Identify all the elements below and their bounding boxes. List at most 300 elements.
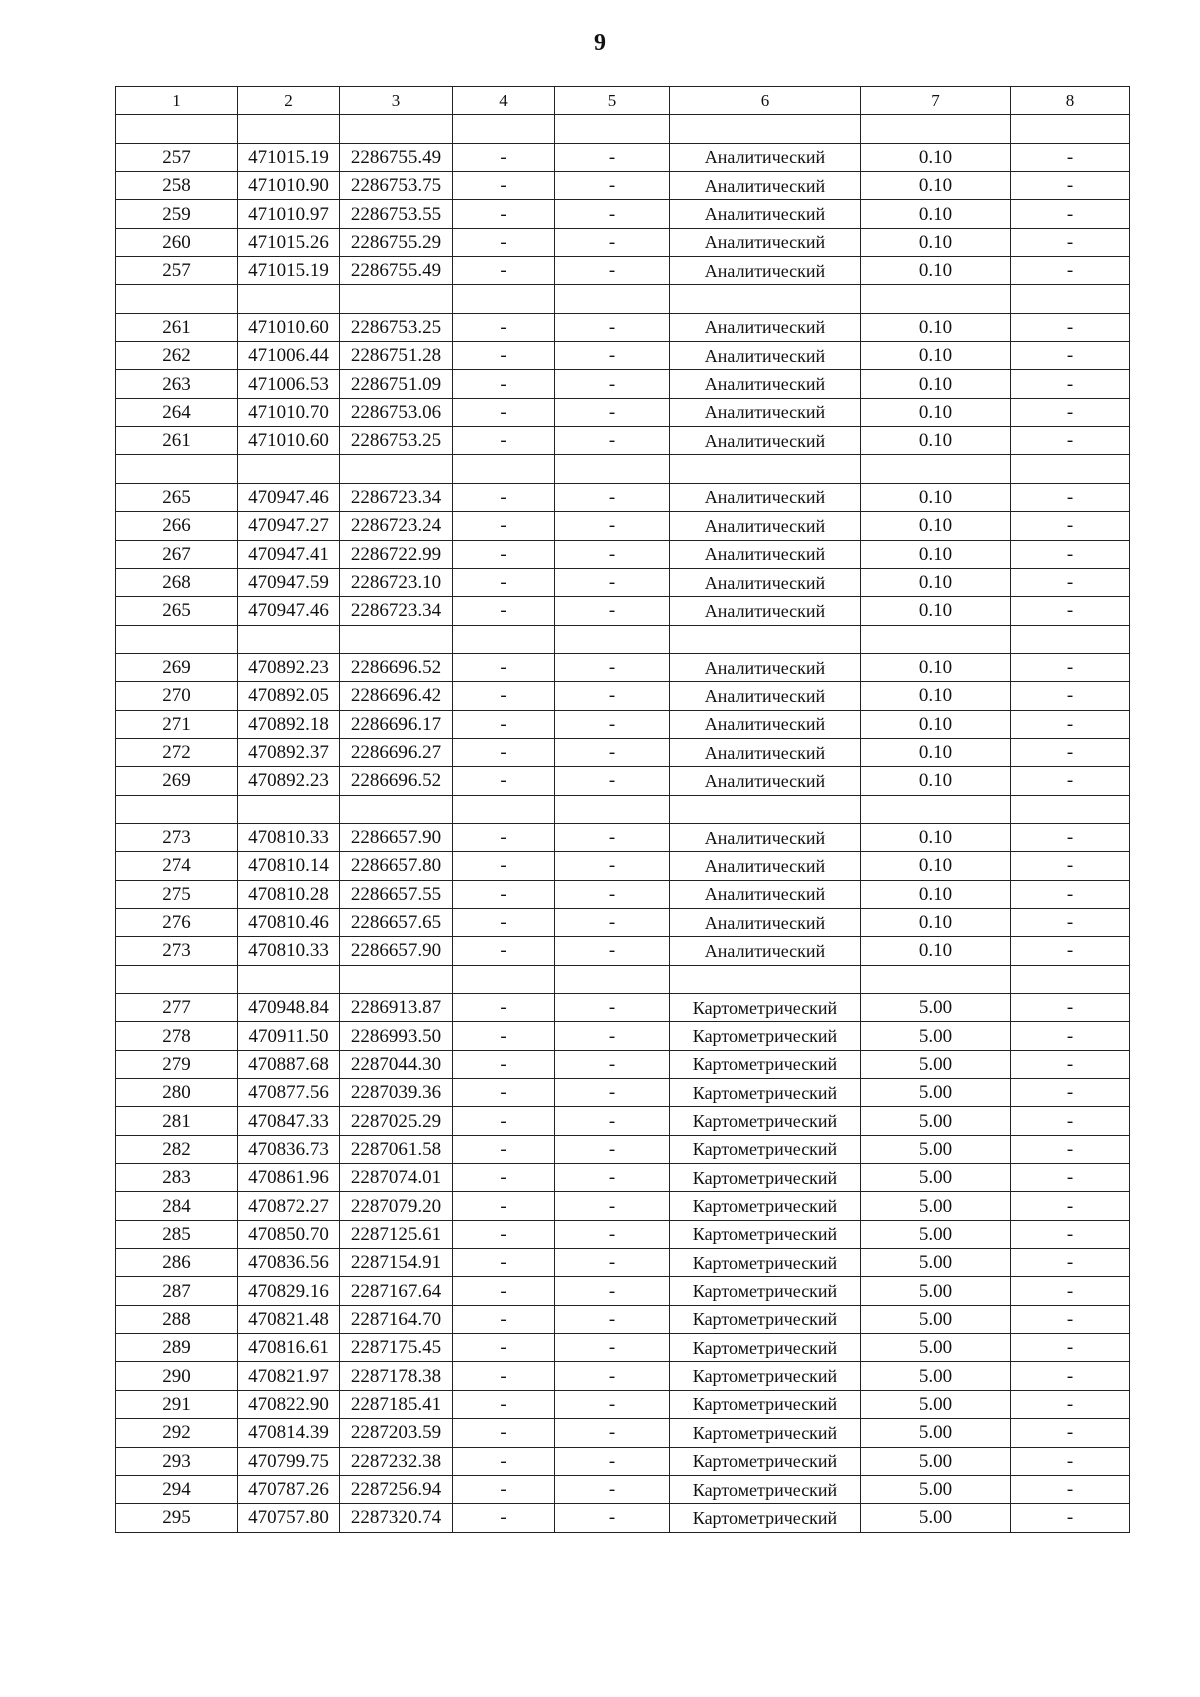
table-cell: Картометрический (670, 994, 861, 1022)
table-cell: 260 (116, 228, 238, 256)
table-cell: 2286696.27 (340, 738, 453, 766)
table-row (116, 1135, 1130, 1163)
table-cell: 2287167.64 (340, 1277, 453, 1305)
table-cell: - (555, 1475, 670, 1503)
table-cell (555, 115, 670, 143)
table-cell: 470799.75 (238, 1447, 340, 1475)
table-cell (861, 795, 1011, 823)
table-cell: Картометрический (670, 1475, 861, 1503)
table-row (116, 512, 1130, 540)
table-cell: - (555, 398, 670, 426)
table-cell: Картометрический (670, 1390, 861, 1418)
table-cell: 2286723.24 (340, 512, 453, 540)
table-cell: Аналитический (670, 767, 861, 795)
table-cell: - (1011, 143, 1130, 171)
table-cell: 0.10 (861, 257, 1011, 285)
table-row (116, 880, 1130, 908)
table-cell: Картометрический (670, 1220, 861, 1248)
table-cell: - (1011, 1362, 1130, 1390)
table-cell: 261 (116, 313, 238, 341)
table-cell: 2286751.28 (340, 342, 453, 370)
table-cell: - (555, 908, 670, 936)
table-cell: - (453, 1419, 555, 1447)
table-cell: 5.00 (861, 1390, 1011, 1418)
table-cell: 2286755.49 (340, 143, 453, 171)
table-cell: - (1011, 342, 1130, 370)
column-header: 5 (555, 87, 670, 115)
table-cell: 2286723.34 (340, 597, 453, 625)
table-row (116, 937, 1130, 965)
table-cell: 470947.59 (238, 568, 340, 596)
table-cell: - (453, 200, 555, 228)
table-cell (116, 795, 238, 823)
table-cell: Аналитический (670, 908, 861, 936)
table-row (116, 1305, 1130, 1333)
table-cell: 470892.18 (238, 710, 340, 738)
table-cell: 2287185.41 (340, 1390, 453, 1418)
table-cell: - (555, 143, 670, 171)
table-cell: - (555, 1107, 670, 1135)
table-cell: 2286657.80 (340, 852, 453, 880)
table-cell: 286 (116, 1249, 238, 1277)
table-cell: - (555, 1334, 670, 1362)
table-cell: - (1011, 313, 1130, 341)
table-cell: - (555, 1447, 670, 1475)
table-cell: 470814.39 (238, 1419, 340, 1447)
table-cell: Картометрический (670, 1305, 861, 1333)
table-cell: - (555, 738, 670, 766)
table-cell: 270 (116, 682, 238, 710)
table-cell: - (453, 1022, 555, 1050)
table-cell (1011, 625, 1130, 653)
table-cell: Аналитический (670, 427, 861, 455)
table-cell: - (555, 823, 670, 851)
table-row (116, 398, 1130, 426)
table-row (116, 738, 1130, 766)
table-cell: 5.00 (861, 1475, 1011, 1503)
table-cell (555, 965, 670, 993)
table-cell: 2286993.50 (340, 1022, 453, 1050)
table-cell: 275 (116, 880, 238, 908)
table-cell: - (453, 568, 555, 596)
table-cell: - (453, 994, 555, 1022)
table-cell: - (453, 370, 555, 398)
table-cell: - (1011, 512, 1130, 540)
table-cell (555, 795, 670, 823)
table-cell: - (453, 257, 555, 285)
table-cell: Картометрический (670, 1447, 861, 1475)
table-cell: 2286723.34 (340, 483, 453, 511)
table-row (116, 483, 1130, 511)
table-cell: - (453, 710, 555, 738)
table-cell: - (555, 1135, 670, 1163)
table-cell: 2287154.91 (340, 1249, 453, 1277)
table-cell: 0.10 (861, 427, 1011, 455)
table-cell: Картометрический (670, 1107, 861, 1135)
table-cell: 289 (116, 1334, 238, 1362)
table-cell: Аналитический (670, 653, 861, 681)
table-cell: Аналитический (670, 852, 861, 880)
table-cell: - (453, 852, 555, 880)
table-cell (340, 455, 453, 483)
table-cell: 280 (116, 1079, 238, 1107)
table-cell: 5.00 (861, 1447, 1011, 1475)
table-cell: - (555, 852, 670, 880)
table-cell: 283 (116, 1164, 238, 1192)
table-cell: - (1011, 1220, 1130, 1248)
table-cell: 470810.46 (238, 908, 340, 936)
table-cell (1011, 455, 1130, 483)
table-cell: 5.00 (861, 1305, 1011, 1333)
table-row (116, 1504, 1130, 1532)
table-cell: - (1011, 682, 1130, 710)
table-cell: - (453, 653, 555, 681)
table-cell: 0.10 (861, 342, 1011, 370)
table-cell: - (1011, 228, 1130, 256)
table-cell: - (1011, 767, 1130, 795)
table-cell: 0.10 (861, 710, 1011, 738)
table-cell (670, 285, 861, 313)
table-cell: - (1011, 1107, 1130, 1135)
table-cell: 2286753.75 (340, 172, 453, 200)
table-cell: - (1011, 1305, 1130, 1333)
table-cell: 277 (116, 994, 238, 1022)
table-cell: - (555, 1419, 670, 1447)
table-cell: - (453, 1390, 555, 1418)
table-cell (861, 115, 1011, 143)
table-cell: - (453, 597, 555, 625)
table-cell: - (555, 1050, 670, 1078)
table-row (116, 1419, 1130, 1447)
table-body (116, 115, 1130, 1532)
table-cell: - (555, 1249, 670, 1277)
table-cell: 257 (116, 143, 238, 171)
table-row (116, 1079, 1130, 1107)
table-row (116, 540, 1130, 568)
table-row (116, 653, 1130, 681)
table-cell (238, 795, 340, 823)
table-cell: 470787.26 (238, 1475, 340, 1503)
table-row (116, 172, 1130, 200)
table-cell (238, 625, 340, 653)
table-cell: 2287203.59 (340, 1419, 453, 1447)
table-cell (555, 285, 670, 313)
table-cell: 0.10 (861, 597, 1011, 625)
table-cell: 258 (116, 172, 238, 200)
table-cell: - (555, 370, 670, 398)
table-cell: 470821.48 (238, 1305, 340, 1333)
table-cell: 263 (116, 370, 238, 398)
table-cell (238, 965, 340, 993)
table-cell (238, 115, 340, 143)
table-cell: - (1011, 1249, 1130, 1277)
table-cell: 470810.33 (238, 937, 340, 965)
table-cell: 0.10 (861, 143, 1011, 171)
table-cell: Аналитический (670, 313, 861, 341)
table-cell: - (555, 200, 670, 228)
table-cell: 2287039.36 (340, 1079, 453, 1107)
table-cell (116, 285, 238, 313)
table-row (116, 1107, 1130, 1135)
table-row (116, 597, 1130, 625)
table-cell: 470911.50 (238, 1022, 340, 1050)
table-cell: - (1011, 540, 1130, 568)
page-number: 9 (594, 30, 606, 56)
table-row (116, 795, 1130, 823)
table-cell: - (555, 1220, 670, 1248)
table-cell: Картометрический (670, 1079, 861, 1107)
table-cell: - (453, 1050, 555, 1078)
table-cell: - (1011, 200, 1130, 228)
table-cell: 471010.60 (238, 313, 340, 341)
table-cell: - (1011, 172, 1130, 200)
table-cell: - (1011, 257, 1130, 285)
table-row (116, 1192, 1130, 1220)
table-cell: - (453, 937, 555, 965)
table-cell: 2287061.58 (340, 1135, 453, 1163)
table-row (116, 1050, 1130, 1078)
table-cell: 5.00 (861, 1164, 1011, 1192)
table-cell: 284 (116, 1192, 238, 1220)
table-cell (670, 455, 861, 483)
table-cell: 2287164.70 (340, 1305, 453, 1333)
table-cell (116, 115, 238, 143)
table-cell: - (453, 512, 555, 540)
table-cell: - (453, 1277, 555, 1305)
table-cell (1011, 285, 1130, 313)
table-cell (555, 455, 670, 483)
table-row (116, 682, 1130, 710)
table-row (116, 455, 1130, 483)
table-cell: 2286696.52 (340, 767, 453, 795)
header-row (116, 87, 1130, 115)
table-cell: 2286755.49 (340, 257, 453, 285)
table-cell: 0.10 (861, 568, 1011, 596)
table-cell: - (453, 1475, 555, 1503)
table-cell: 268 (116, 568, 238, 596)
table-cell: Картометрический (670, 1504, 861, 1532)
table-cell (861, 965, 1011, 993)
table-cell: - (453, 427, 555, 455)
table-cell: - (453, 143, 555, 171)
table-cell: - (555, 767, 670, 795)
column-header: 2 (238, 87, 340, 115)
table-cell: 470816.61 (238, 1334, 340, 1362)
table-cell: 2287256.94 (340, 1475, 453, 1503)
table-cell: 2286723.10 (340, 568, 453, 596)
table-row (116, 1277, 1130, 1305)
table-cell: - (453, 1220, 555, 1248)
table-cell: - (1011, 1334, 1130, 1362)
table-cell: 471010.97 (238, 200, 340, 228)
table-cell: - (453, 342, 555, 370)
table-header (116, 87, 1130, 115)
table-cell: 470948.84 (238, 994, 340, 1022)
table-cell: 0.10 (861, 313, 1011, 341)
table-cell: - (453, 738, 555, 766)
table-cell (340, 285, 453, 313)
table-cell: 470861.96 (238, 1164, 340, 1192)
table-row (116, 767, 1130, 795)
column-header: 1 (116, 87, 238, 115)
table-cell (861, 455, 1011, 483)
table-cell: - (1011, 1192, 1130, 1220)
table-cell: 471015.19 (238, 257, 340, 285)
table-cell: 470947.46 (238, 597, 340, 625)
table-row (116, 852, 1130, 880)
table-cell: - (453, 682, 555, 710)
table-cell: Аналитический (670, 540, 861, 568)
table-cell: - (555, 710, 670, 738)
table-cell: 0.10 (861, 172, 1011, 200)
table-cell: - (555, 937, 670, 965)
table-cell: 273 (116, 937, 238, 965)
table-cell: - (1011, 908, 1130, 936)
table-cell: - (453, 1504, 555, 1532)
table-cell: 272 (116, 738, 238, 766)
table-cell: - (453, 398, 555, 426)
table-cell: 5.00 (861, 1362, 1011, 1390)
table-cell: - (555, 1022, 670, 1050)
table-cell (453, 795, 555, 823)
table-cell: - (1011, 1447, 1130, 1475)
table-row (116, 823, 1130, 851)
table-cell: - (453, 1135, 555, 1163)
table-cell: Аналитический (670, 200, 861, 228)
table-cell: - (555, 540, 670, 568)
table-cell: 293 (116, 1447, 238, 1475)
table-cell: - (1011, 937, 1130, 965)
table-cell: - (1011, 738, 1130, 766)
column-header: 4 (453, 87, 555, 115)
table-cell: - (1011, 1022, 1130, 1050)
table-cell: 470892.23 (238, 767, 340, 795)
table-cell: - (1011, 1135, 1130, 1163)
table-cell (1011, 965, 1130, 993)
table-cell: - (453, 908, 555, 936)
table-cell: 2287125.61 (340, 1220, 453, 1248)
table-cell: Картометрический (670, 1419, 861, 1447)
table-cell: - (1011, 653, 1130, 681)
table-cell (453, 625, 555, 653)
table-cell: - (1011, 823, 1130, 851)
table-cell: 470892.05 (238, 682, 340, 710)
table-cell: - (453, 1362, 555, 1390)
table-cell: - (453, 823, 555, 851)
table-cell: 2287178.38 (340, 1362, 453, 1390)
table-cell: 2286696.42 (340, 682, 453, 710)
table-row (116, 1220, 1130, 1248)
table-row (116, 568, 1130, 596)
table-cell: 5.00 (861, 1192, 1011, 1220)
table-cell: 2286657.90 (340, 823, 453, 851)
table-cell: - (555, 257, 670, 285)
table-cell: 5.00 (861, 1022, 1011, 1050)
table-cell: 470877.56 (238, 1079, 340, 1107)
table-cell (453, 285, 555, 313)
table-cell (116, 455, 238, 483)
table-cell: 267 (116, 540, 238, 568)
table-cell: 281 (116, 1107, 238, 1135)
table-cell: 2287074.01 (340, 1164, 453, 1192)
table-cell: 2286657.65 (340, 908, 453, 936)
table-cell: 0.10 (861, 937, 1011, 965)
table-row (116, 1164, 1130, 1192)
table-row (116, 370, 1130, 398)
table-cell: Аналитический (670, 172, 861, 200)
table-row (116, 965, 1130, 993)
table-cell (453, 965, 555, 993)
table-cell: 0.10 (861, 540, 1011, 568)
table-cell: 2286657.90 (340, 937, 453, 965)
table-cell: - (1011, 710, 1130, 738)
table-cell: 0.10 (861, 767, 1011, 795)
table-cell: 471015.26 (238, 228, 340, 256)
table-cell: 276 (116, 908, 238, 936)
table-cell: 291 (116, 1390, 238, 1418)
table-cell: - (555, 597, 670, 625)
table-cell: - (1011, 483, 1130, 511)
table-cell: 5.00 (861, 1079, 1011, 1107)
table-cell: 266 (116, 512, 238, 540)
table-row (116, 1334, 1130, 1362)
table-cell: Аналитический (670, 738, 861, 766)
column-header: 6 (670, 87, 861, 115)
table-cell: 295 (116, 1504, 238, 1532)
table-cell: 470821.97 (238, 1362, 340, 1390)
table-cell: - (1011, 398, 1130, 426)
table-cell: 287 (116, 1277, 238, 1305)
table-cell: 5.00 (861, 1419, 1011, 1447)
table-cell: 290 (116, 1362, 238, 1390)
table-cell: - (1011, 1504, 1130, 1532)
table-row (116, 115, 1130, 143)
table-cell: - (1011, 597, 1130, 625)
table-cell: 5.00 (861, 1504, 1011, 1532)
table-cell: - (453, 1164, 555, 1192)
table-row (116, 313, 1130, 341)
table-cell: - (555, 228, 670, 256)
table-row (116, 1362, 1130, 1390)
table-cell: Аналитический (670, 682, 861, 710)
table-cell: - (1011, 994, 1130, 1022)
table-row (116, 200, 1130, 228)
table-cell: 269 (116, 653, 238, 681)
table-cell: 0.10 (861, 823, 1011, 851)
table-cell: 471010.60 (238, 427, 340, 455)
table-cell: - (555, 568, 670, 596)
table-cell: 2287079.20 (340, 1192, 453, 1220)
table-cell: 470810.33 (238, 823, 340, 851)
table-cell: 470810.14 (238, 852, 340, 880)
table-cell: - (1011, 568, 1130, 596)
table-row (116, 143, 1130, 171)
table-cell: Аналитический (670, 370, 861, 398)
table-cell: 288 (116, 1305, 238, 1333)
table-cell: - (1011, 880, 1130, 908)
table-cell: - (453, 1107, 555, 1135)
table-cell: 470850.70 (238, 1220, 340, 1248)
table-row (116, 285, 1130, 313)
table-cell: Картометрический (670, 1334, 861, 1362)
table-cell: - (555, 1277, 670, 1305)
coordinates-table (115, 86, 1130, 1533)
table-cell: - (1011, 1050, 1130, 1078)
table-cell: - (555, 1362, 670, 1390)
table-cell (670, 965, 861, 993)
table-row (116, 908, 1130, 936)
table-cell: 2286753.55 (340, 200, 453, 228)
